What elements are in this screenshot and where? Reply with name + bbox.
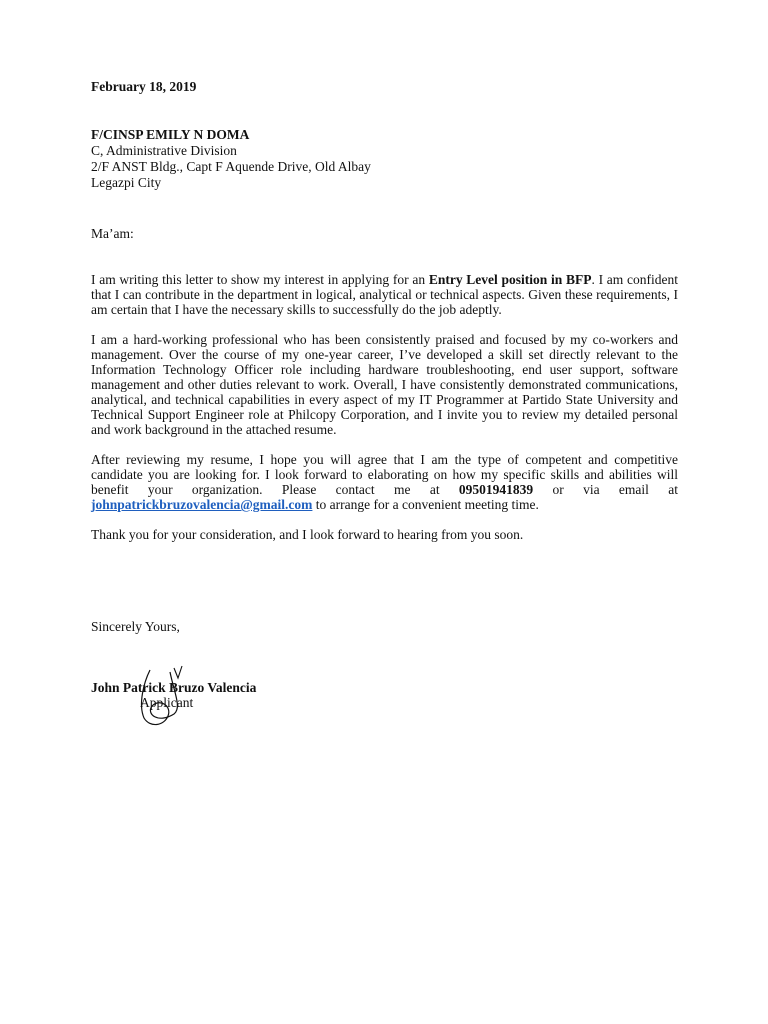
recipient-address: 2/F ANST Bldg., Capt F Aquende Drive, Old Albay — [91, 159, 371, 174]
salutation: Ma’am: — [91, 226, 134, 241]
letter-date: February 18, 2019 — [91, 79, 197, 94]
letter-body — [91, 272, 678, 557]
recipient-block — [91, 127, 371, 191]
p3-text-a: After reviewing my resume, I hope you will agree that I am the type of competent and competitive candidate you are looking for. I look forward to elaborating on how my specific skills and abilities will benefit your organization. Please contact me at — [91, 452, 678, 497]
signer-name: John Patrick Bruzo Valencia — [91, 680, 257, 695]
p1-text-c: . I am confident that I can contribute in the department in logical, analytical or technical aspects. Given these requirements, I am certain that I have the necessary skills to successfully do the job adeptly. — [91, 272, 678, 317]
signer-role: Applicant — [140, 695, 194, 710]
p3-text-c: to arrange for a convenient meeting time. — [312, 497, 539, 512]
recipient-city: Legazpi City — [91, 175, 162, 190]
paragraph-interest — [91, 272, 678, 317]
paragraph-experience: I am a hard-working professional who has been consistently praised and focused by my co-workers and management. Over the course of my one-year career, I’ve developed a skill set directly relevant to the Information Technology Officer role including hardware troubleshooting, end user support, software management and other duties relevant to work. Overall, I have consistently demonstrated communications, analytical, and technical capabilities in every aspect of my IT Programmer at Partido State University and Technical Support Engineer role at Philcopy Corporation, and I invite you to review my detailed personal and work background in the attached resume. — [91, 332, 678, 437]
phone-number: 09501941839 — [458, 482, 534, 497]
recipient-division: C, Administrative Division — [91, 143, 237, 158]
p3-text-b: or via email at — [533, 482, 678, 497]
closing: Sincerely Yours, — [91, 619, 180, 634]
email-link[interactable]: johnpatrickbruzovalencia@gmail.com — [91, 497, 313, 512]
paragraph-thanks: Thank you for your consideration, and I look forward to hearing from you soon. — [91, 527, 524, 542]
p1-text-a: I am writing this letter to show my interest in applying for an — [91, 272, 429, 287]
position-highlight: Entry Level position in BFP — [428, 272, 592, 287]
recipient-name: F/CINSP EMILY N DOMA — [91, 127, 250, 142]
paragraph-contact — [91, 452, 678, 512]
